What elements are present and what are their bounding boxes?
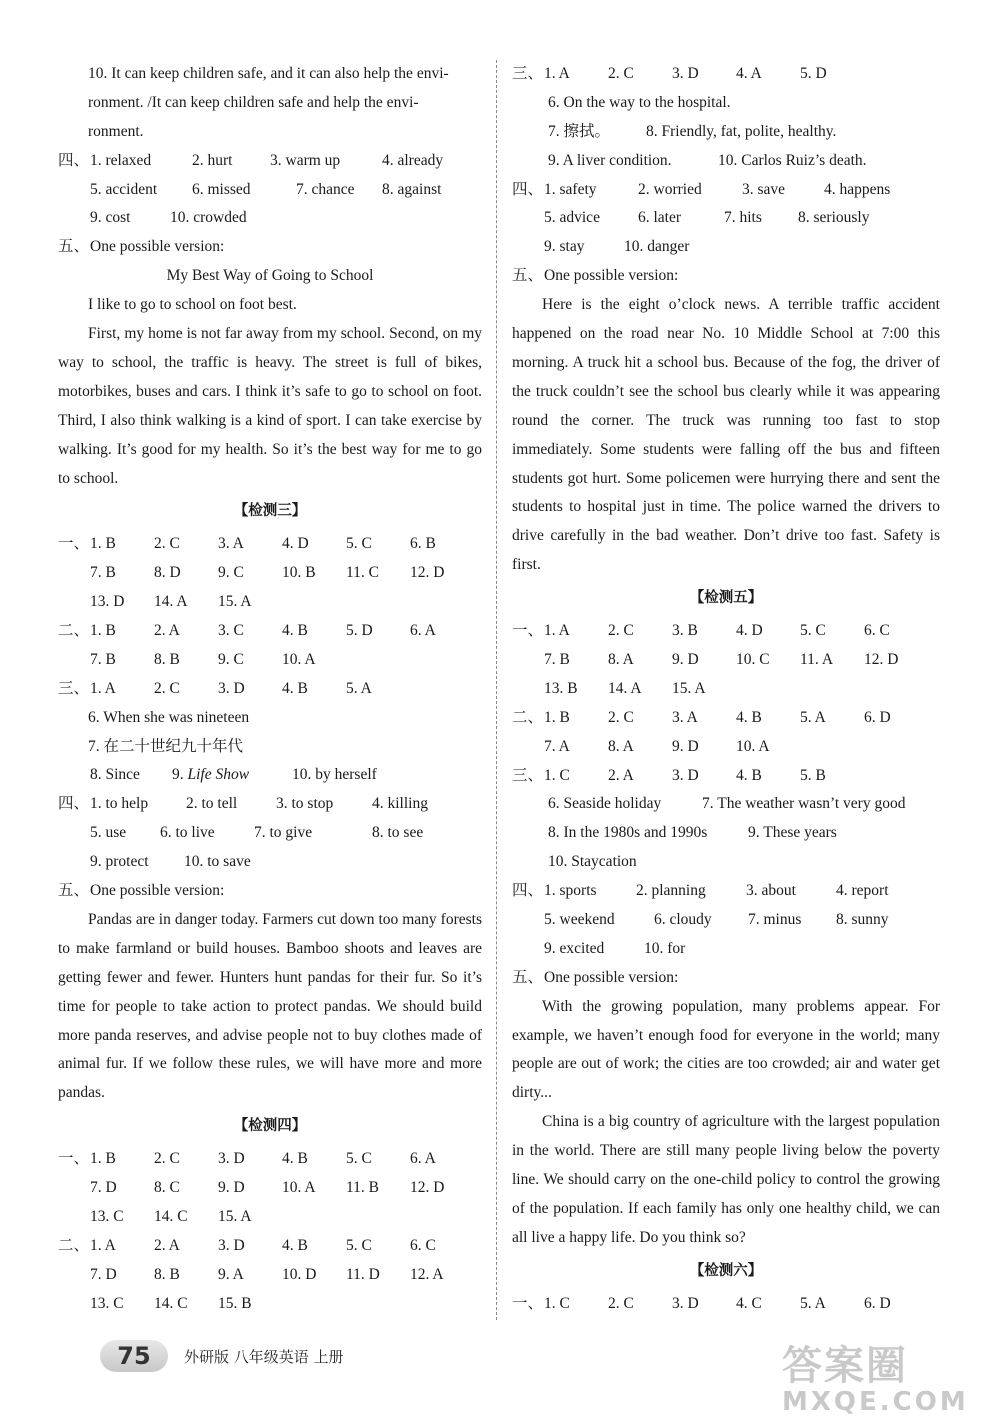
answer: 8. A (608, 737, 634, 755)
answer: 5. A (800, 1294, 826, 1312)
answer: 5. D (800, 65, 827, 82)
answer: 6. missed (192, 180, 251, 198)
answer: 7. to give (254, 824, 313, 842)
answer: 5. C (800, 622, 826, 640)
answer: 11. A (800, 650, 834, 668)
answer: 10. A (282, 1179, 316, 1197)
answer: 2. C (608, 1294, 634, 1312)
answer: 7. hits (724, 209, 762, 227)
essay-text: Here is the eight o’clock news. A terrible traffic accident happened on the road near No. 10 Middle School at 7:00 this morning. A truck hit a school bus. Because of the fog, the driver of the truck couldn’t see the school bus clearly while it was appearing round the corner. The truck was running too fast to stop immediately. Some students were falling off the bus and fifteen students got hurt. Some policemen were hurrying there and sent the students to hospital just in time. The police warned the drivers to drive carefully in the bad weather. Don’t drive too fast. Safety is first. (512, 296, 940, 574)
section-label: 三、 (58, 679, 90, 697)
answer-row (512, 675, 940, 704)
answer: 2. A (608, 766, 634, 784)
section-label: 一、 (512, 622, 544, 640)
answer: 1. C (544, 766, 570, 784)
answer-row (512, 1290, 940, 1319)
answer-line: ronment. /It can keep children safe and help the envi- (88, 93, 419, 111)
answer: 9. A (218, 1265, 244, 1283)
answer: 2. C (608, 65, 634, 82)
answer-row (58, 761, 482, 790)
answer-row (512, 704, 940, 733)
answer: 3. C (218, 622, 244, 640)
answer: 2. planning (636, 882, 706, 900)
page-footer (100, 1338, 344, 1374)
answer: 1. B (544, 708, 570, 726)
answer: 12. D (410, 564, 445, 582)
answer: 7. D (90, 1265, 117, 1283)
page-number: 75 (100, 1340, 168, 1372)
answer: 9. stay (544, 238, 585, 256)
answer: 2. hurt (192, 151, 233, 169)
answer: 9. D (672, 650, 699, 668)
section-label: 二、 (58, 1236, 90, 1254)
answer: 13. B (544, 679, 578, 697)
answer: 5. A (800, 708, 826, 726)
answer: 3. to stop (276, 795, 334, 813)
answer: 15. B (218, 1294, 252, 1312)
answer: 6. later (638, 209, 682, 227)
answer: 6. D (864, 1294, 891, 1312)
answer: 11. C (346, 564, 380, 582)
essay-paragraph (58, 906, 482, 1108)
answer-row (512, 262, 940, 291)
answer: 5. accident (90, 180, 158, 198)
answer: 7. minus (748, 910, 802, 928)
answer: 7. 擦拭。 (548, 122, 611, 140)
answer: 2. C (154, 679, 180, 697)
essay-text: China is a big country of agriculture with the largest population in the world. There are still many people living below the poverty line. We should carry on the one-child policy to control the growing of the population. If each family has only one healthy child, we can all live a happy life. Do you think so? (512, 1113, 940, 1246)
answer: 9. C (218, 650, 244, 668)
section-heading: 【检测六】 (689, 1262, 763, 1279)
answer: 12. A (410, 1265, 444, 1283)
answer: 3. D (218, 1236, 245, 1254)
answer: 3. D (672, 766, 699, 784)
answer: 5. C (346, 535, 372, 553)
answer: 11. D (346, 1265, 380, 1283)
answer: 9. excited (544, 939, 605, 957)
answer: 10. crowded (170, 209, 247, 227)
answer: 14. C (154, 1294, 188, 1312)
section-label: 五、 (512, 267, 544, 285)
answer-row (58, 848, 482, 877)
answer: 1. to help (90, 795, 149, 813)
answer: 8. In the 1980s and 1990s (548, 824, 708, 842)
column-divider (496, 60, 497, 1320)
answer-row (58, 204, 482, 233)
answer-row (512, 790, 940, 819)
section-label: 三、 (512, 766, 544, 784)
answer: 8. seriously (798, 209, 870, 227)
answer: 9. D (218, 1179, 245, 1197)
answer-row (58, 1174, 482, 1203)
answer: 6. B (410, 535, 436, 553)
answer: 4. B (282, 1236, 308, 1254)
answer: 10. B (282, 564, 316, 582)
version-intro: One possible version: (544, 968, 679, 986)
answer: 10. Carlos Ruiz’s death. (718, 151, 867, 169)
essay-paragraph (512, 993, 940, 1253)
answer: 2. A (154, 1236, 180, 1254)
answer-row (512, 118, 940, 147)
answer: 10. A (736, 737, 770, 755)
answer: 12. D (864, 650, 899, 668)
answer-row (58, 176, 482, 205)
answer: 4. killing (372, 795, 428, 813)
answer: 7. B (90, 564, 116, 582)
answer: 14. A (608, 679, 642, 697)
answer-row (512, 935, 940, 964)
section-label: 四、 (58, 151, 90, 169)
answer: 6. Seaside holiday (548, 795, 662, 813)
answer: 1. B (90, 1150, 116, 1168)
essay-paragraph (58, 320, 482, 493)
answer: 8. Friendly, fat, polite, healthy. (646, 122, 837, 140)
essay-paragraph (512, 291, 940, 580)
answer: 4. B (736, 708, 762, 726)
watermark-logo (782, 1334, 982, 1417)
answer: 5. advice (544, 209, 600, 227)
answer: 4. B (282, 622, 308, 640)
answer: 10. C (736, 650, 770, 668)
answer-row (512, 176, 940, 205)
answer-row (58, 1232, 482, 1261)
answer-row (58, 1203, 482, 1232)
answer: 4. C (736, 1294, 762, 1312)
answer: 8. B (154, 1265, 180, 1283)
answer-row (512, 819, 940, 848)
section-label: 一、 (58, 535, 90, 553)
section-label: 四、 (512, 882, 544, 900)
left-column (58, 60, 482, 1319)
answer: 5. use (90, 824, 127, 842)
answer-row (58, 1145, 482, 1174)
answer: 7. The weather wasn’t very good (702, 795, 906, 813)
answer: 3. D (672, 1294, 699, 1312)
answer: 8. sunny (836, 910, 889, 928)
essay-text: With the growing population, many problems appear. For example, we haven’t enough food for everyone in the world; many people are out of work; the cities are too crowded; air and water get dirty... (512, 997, 940, 1102)
answer: 10. D (282, 1265, 317, 1283)
answer: 4. already (382, 151, 444, 169)
answer-line: 10. Staycation (548, 853, 637, 871)
answer: 9. cost (90, 209, 131, 227)
answer-line: 6. On the way to the hospital. (548, 93, 731, 111)
answer: 6. to live (160, 824, 215, 842)
book-title: 外研版 八年级英语 上册 (184, 1347, 344, 1366)
version-intro: One possible version: (90, 238, 225, 256)
answer: 9. A liver condition. (548, 151, 672, 169)
answer: 5. B (800, 766, 826, 784)
answer: 8. C (154, 1179, 180, 1197)
answer: 9. These years (748, 824, 837, 842)
answer: 14. A (154, 593, 188, 611)
answer: 8. A (608, 650, 634, 668)
answer: 3. D (218, 1150, 245, 1168)
answer-row (512, 204, 940, 233)
essay-text: First, my home is not far away from my school. Second, on my way to school, the traffic is heavy. The street is full of bikes, motorbikes, buses and cars. I think it’s safe to go to school on foot. Third, I also think walking is a kind of sport. I can take exercise by walking. It’s good for my health. So it’s the best way for me to go to school. (58, 325, 482, 487)
section-heading: 【检测四】 (233, 1118, 307, 1135)
answer: 6. A (410, 622, 436, 640)
answer: 2. A (154, 622, 180, 640)
answer: 11. B (346, 1179, 380, 1197)
answer: 15. A (672, 679, 706, 697)
answer: 6. A (410, 1150, 436, 1168)
answer: 8. Since (90, 766, 140, 784)
answer-line: ronment. (88, 122, 144, 140)
answer: 4. happens (824, 180, 891, 198)
answer: 7. B (544, 650, 570, 668)
answer: 4. A (736, 65, 762, 82)
answer: 3. A (218, 535, 244, 553)
watermark-url: MXQE.COM (782, 1387, 969, 1417)
answer: 9. C (218, 564, 244, 582)
answer-line: 6. When she was nineteen (88, 708, 250, 726)
answer-row (58, 617, 482, 646)
answer: 3. warm up (270, 151, 341, 169)
answer: 3. about (746, 882, 796, 900)
answer: 10. by herself (292, 766, 377, 784)
answer: 8. to see (372, 824, 424, 842)
essay-title: My Best Way of Going to School (166, 267, 374, 285)
answer: 1. C (544, 1294, 570, 1312)
version-intro: One possible version: (90, 882, 225, 900)
answer: 6. D (864, 708, 891, 726)
answer: 7. A (544, 737, 570, 755)
section-label: 三、 (512, 65, 544, 82)
answer: 3. D (218, 679, 245, 697)
answer: 6. C (864, 622, 890, 640)
answer: 1. A (90, 1236, 116, 1254)
answer: 15. A (218, 1207, 252, 1225)
answer: 2. to tell (186, 795, 238, 813)
answer-row (512, 646, 940, 675)
section-label: 二、 (512, 708, 544, 726)
answer: 12. D (410, 1179, 445, 1197)
answer-row (58, 559, 482, 588)
answer: 1. A (544, 65, 570, 82)
answer-row (58, 646, 482, 675)
answer-row (58, 530, 482, 559)
answer: 1. A (90, 679, 116, 697)
answer-line: 7. 在二十世纪九十年代 (88, 737, 244, 755)
answer-row (58, 1261, 482, 1290)
answer: 9. protect (90, 853, 149, 871)
answer: 2. C (608, 622, 634, 640)
answer: 4. B (282, 679, 308, 697)
answer-row (512, 964, 940, 993)
answer: 4. D (282, 535, 309, 553)
answer: 14. C (154, 1207, 188, 1225)
answer-row (58, 877, 482, 906)
answer: 13. C (90, 1294, 124, 1312)
answer: 5. D (346, 622, 373, 640)
answer: 4. B (736, 766, 762, 784)
answer: 7. B (90, 650, 116, 668)
answer-row (512, 60, 940, 89)
answer-row (58, 790, 482, 819)
answer: 8. B (154, 650, 180, 668)
answer-row (58, 588, 482, 617)
section-label: 五、 (58, 882, 90, 900)
answer: 1. relaxed (90, 151, 152, 169)
answer: 7. chance (296, 180, 355, 198)
section-label: 五、 (512, 968, 544, 986)
answer: 5. A (346, 679, 372, 697)
answer-row (58, 819, 482, 848)
answer-row (58, 233, 482, 262)
answer: 10. for (644, 939, 686, 957)
answer: 2. C (608, 708, 634, 726)
answer: 1. sports (544, 882, 597, 900)
answer: 7. D (90, 1179, 117, 1197)
answer-row (512, 617, 940, 646)
answer: 15. A (218, 593, 252, 611)
essay-paragraph: I like to go to school on foot best. (88, 296, 297, 314)
answer: 4. D (736, 622, 763, 640)
section-label: 四、 (58, 795, 90, 813)
section-label: 四、 (512, 180, 544, 198)
answer: 4. report (836, 882, 889, 900)
answer-row (58, 147, 482, 176)
section-heading: 【检测五】 (689, 590, 763, 607)
answer-row (512, 233, 940, 262)
answer: 2. C (154, 535, 180, 553)
answer: 2. C (154, 1150, 180, 1168)
section-label: 二、 (58, 622, 90, 640)
answer: 3. save (742, 180, 786, 198)
answer: 3. D (672, 65, 699, 82)
answer: 8. D (154, 564, 181, 582)
answer: 10. danger (624, 238, 690, 256)
watermark-text: 答案圈 (782, 1343, 908, 1389)
answer: 2. worried (638, 180, 702, 198)
answer-row (512, 906, 940, 935)
answer-row (58, 1290, 482, 1319)
answer: 1. safety (544, 180, 597, 198)
answer: 1. A (544, 622, 570, 640)
answer: 6. cloudy (654, 910, 712, 928)
essay-text: Pandas are in danger today. Farmers cut down too many forests to make farmland or build houses. Bamboo shoots and leaves are getting fewer and fewer. Hunters hunt pandas for their fur. So it’s time for people to take action to protect pandas. We should build more panda reserves, and advise people not to buy clothes made of animal fur. If we follow these rules, we will have more and more pandas. (58, 910, 482, 1102)
answer: 1. B (90, 622, 116, 640)
answer-row (512, 147, 940, 176)
section-label: 一、 (58, 1150, 90, 1168)
answer: 5. C (346, 1150, 372, 1168)
answer: 10. to save (184, 853, 251, 871)
answer: 5. weekend (544, 910, 615, 928)
answer-row (512, 733, 940, 762)
version-intro: One possible version: (544, 267, 679, 285)
answer: 8. against (382, 180, 442, 198)
answer: 3. A (672, 708, 698, 726)
answer: 4. B (282, 1150, 308, 1168)
answer: 5. C (346, 1236, 372, 1254)
answer: 13. D (90, 593, 125, 611)
section-label: 五、 (58, 238, 90, 256)
answer: 1. B (90, 535, 116, 553)
answer: 13. C (90, 1207, 124, 1225)
section-label: 一、 (512, 1294, 544, 1312)
answer: 6. C (410, 1236, 436, 1254)
answer: 3. B (672, 622, 698, 640)
answer-line: 10. It can keep children safe, and it can also help the envi- (88, 65, 449, 82)
right-column (512, 60, 940, 1319)
answer: 9. D (672, 737, 699, 755)
answer-row (58, 675, 482, 704)
answer-row (512, 877, 940, 906)
answer-row (512, 762, 940, 791)
section-heading: 【检测三】 (233, 503, 307, 520)
answer: 10. A (282, 650, 316, 668)
answer: 9. Life Show (172, 766, 250, 784)
